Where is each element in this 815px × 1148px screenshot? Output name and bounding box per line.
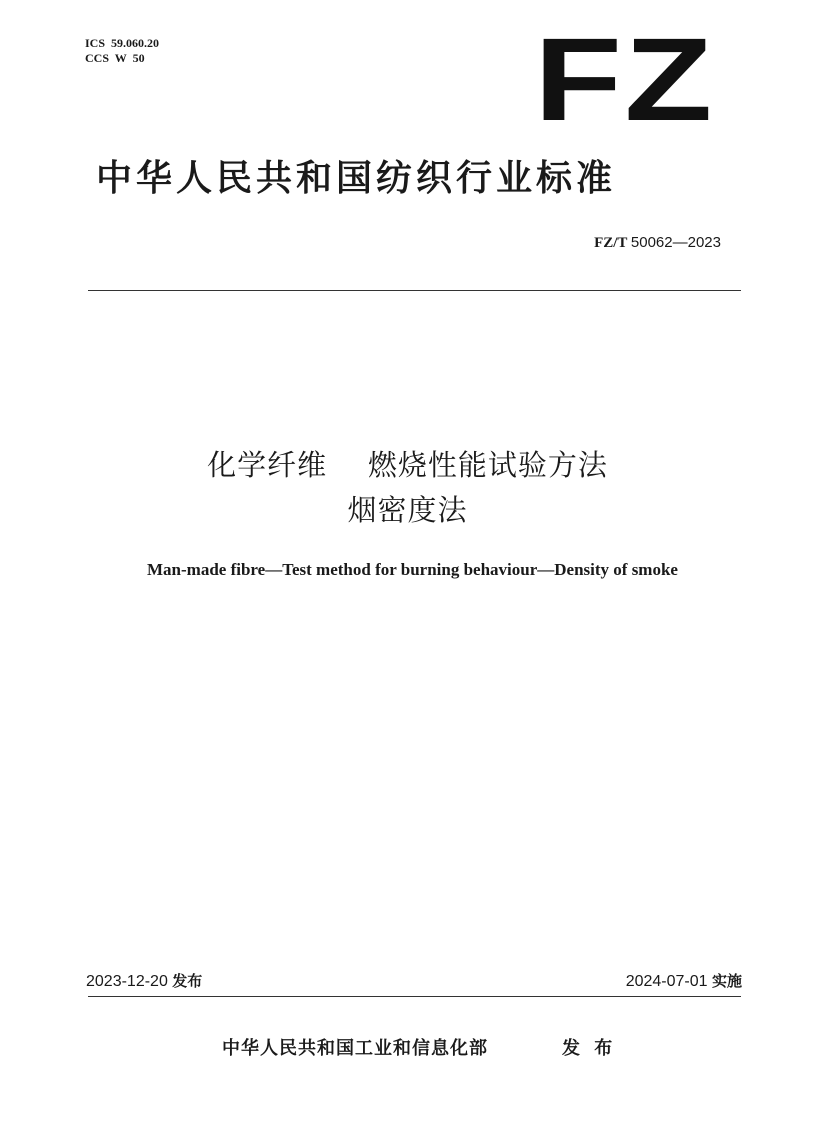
standard-number-code: 50062—2023 [630, 234, 721, 251]
standard-number [520, 233, 721, 253]
implement-label: 实施 [711, 972, 742, 990]
issue-label: 发布 [172, 972, 203, 990]
title-cn-line1: 化学纤维 燃烧性能试验方法 [207, 448, 608, 482]
implement-date: 2024-07-01 [625, 973, 708, 990]
publisher: 中华人民共和国工业和信息化部 [222, 1038, 488, 1059]
standard-title: 中华人民共和国纺织行业标准 [96, 158, 617, 199]
issue-date-block [86, 970, 202, 993]
ics-code: ICS 59.060.20 [85, 36, 160, 50]
ccs-code: CCS W 50 [85, 51, 145, 65]
title-en: Man-made fibre—Test method for burning behaviour—Density of smoke [147, 560, 678, 579]
classification-codes [85, 36, 159, 66]
issue-date: 2023-12-20 [86, 973, 168, 990]
footer-divider [88, 996, 741, 997]
header-divider [88, 290, 741, 291]
title-cn-line2: 烟密度法 [347, 493, 468, 527]
publish-action: 发 布 [562, 1038, 617, 1059]
fz-logo: FZ [534, 14, 715, 146]
implement-date-block [626, 970, 742, 993]
standard-number-prefix: FZ/T [594, 235, 628, 251]
